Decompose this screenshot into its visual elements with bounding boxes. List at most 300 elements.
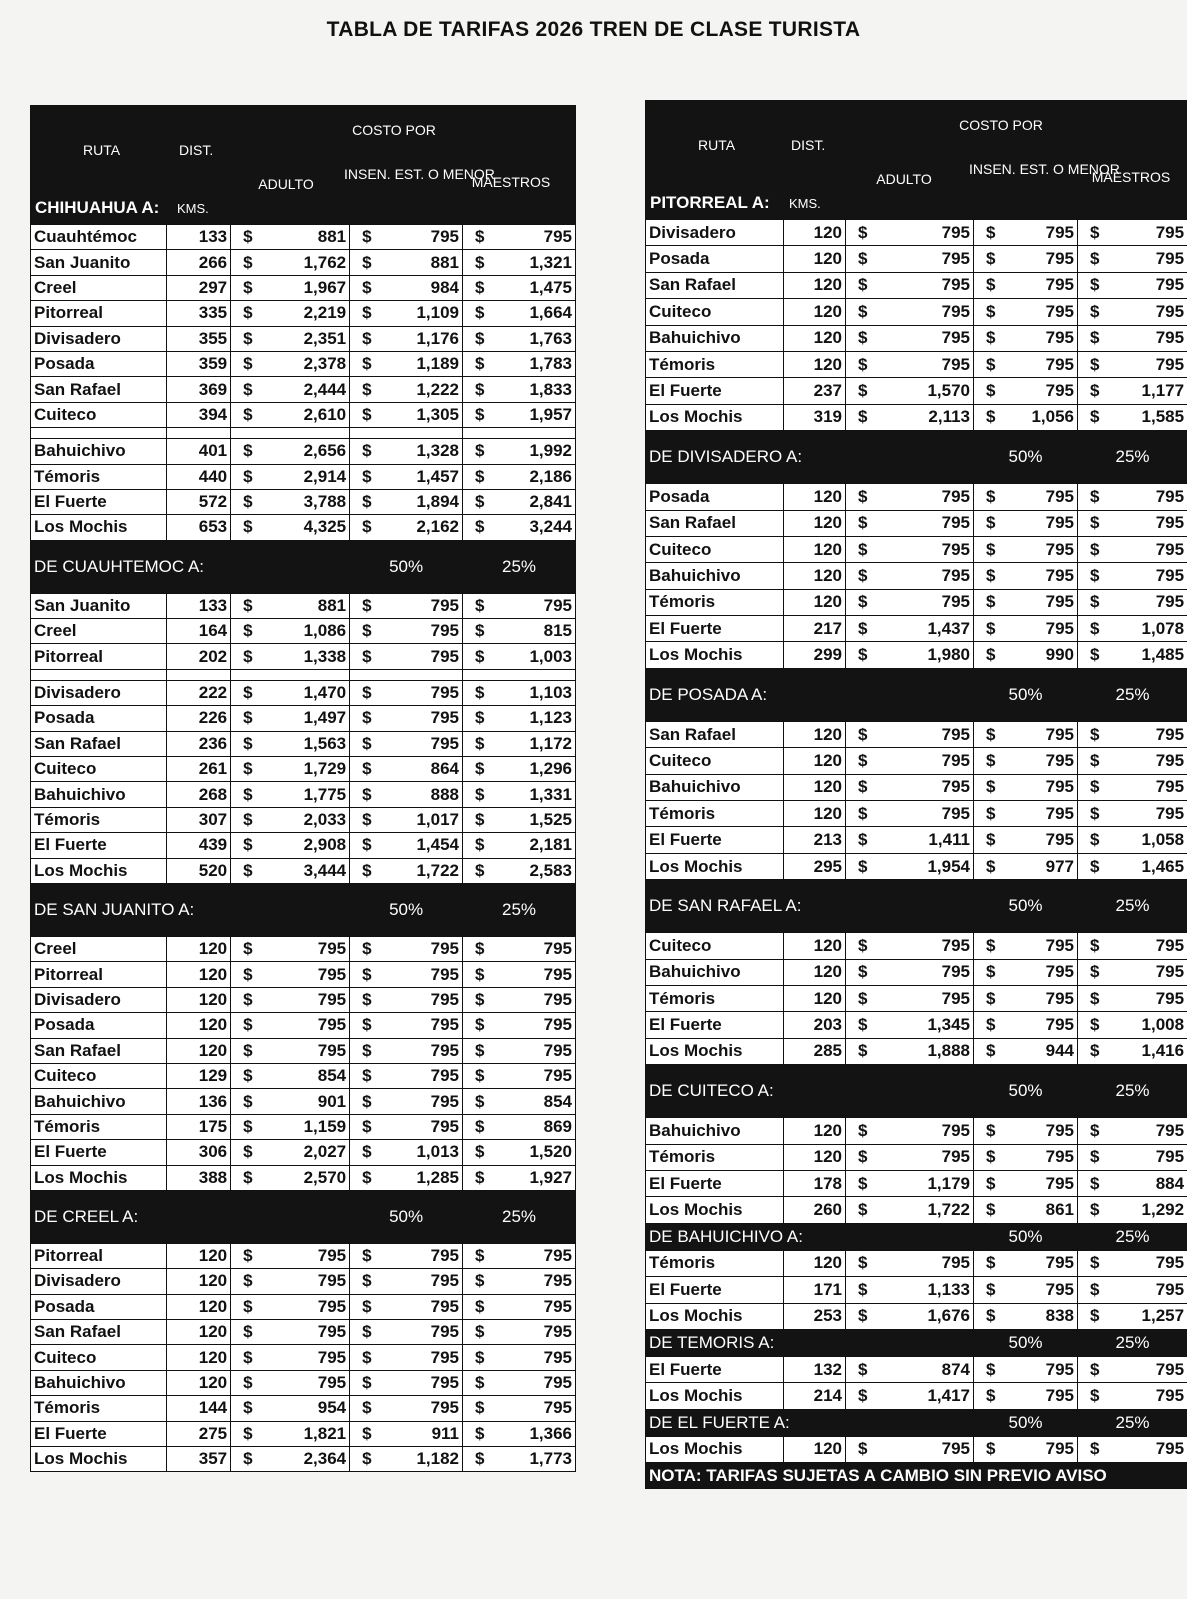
insen-fare — [350, 464, 463, 489]
adult-fare-value: 795 — [941, 565, 970, 585]
pct-insen: 50% — [974, 1329, 1078, 1356]
distance-km: 266 — [167, 250, 231, 275]
adult-fare-value: 795 — [317, 939, 347, 959]
destination: Bahuichivo — [31, 1370, 167, 1395]
insen-fare-value: 795 — [430, 227, 460, 247]
maestros-fare-value: 1,475 — [529, 277, 572, 297]
currency-symbol: $ — [475, 1246, 485, 1266]
adult-fare — [846, 1277, 974, 1303]
currency-symbol: $ — [858, 1200, 868, 1220]
maestros-fare — [463, 275, 576, 300]
currency-symbol: $ — [858, 249, 868, 269]
currency-symbol: $ — [986, 1385, 996, 1405]
currency-symbol: $ — [858, 1147, 868, 1167]
distance-km: 222 — [167, 680, 231, 705]
maestros-fare-value: 1,292 — [1141, 1200, 1185, 1220]
adult-fare — [231, 936, 350, 961]
table-row — [31, 858, 576, 883]
adult-fare-value: 2,033 — [303, 810, 347, 829]
insen-fare-value: 795 — [1045, 803, 1074, 823]
insen-fare-value: 795 — [1045, 1253, 1074, 1273]
insen-header: INSEN. EST. O MENOR — [969, 161, 1120, 177]
adult-fare-value: 1,980 — [927, 645, 970, 665]
destination: El Fuerte — [31, 1421, 167, 1446]
insen-fare-value: 977 — [1045, 856, 1074, 876]
note-row — [646, 1463, 1187, 1489]
pct-insen: 50% — [974, 1223, 1078, 1250]
table-row — [31, 1089, 576, 1114]
adult-fare-value: 4,325 — [303, 517, 347, 537]
destination: Los Mochis — [31, 515, 167, 540]
currency-symbol: $ — [858, 935, 868, 955]
insen-fare-value: 990 — [1045, 645, 1074, 665]
table-header — [31, 106, 576, 225]
currency-symbol: $ — [362, 1091, 372, 1111]
currency-symbol: $ — [858, 988, 868, 1008]
destination: Bahuichivo — [31, 1089, 167, 1114]
insen-fare — [350, 1038, 463, 1063]
adult-fare-value: 795 — [941, 962, 970, 982]
currency-symbol: $ — [362, 939, 372, 959]
insen-fare — [974, 272, 1078, 298]
table-row — [31, 1294, 576, 1319]
insen-fare — [350, 1063, 463, 1088]
maestros-fare — [463, 1294, 576, 1319]
table-row — [31, 987, 576, 1012]
insen-fare — [974, 1250, 1078, 1276]
maestros-fare-value: 795 — [1155, 275, 1185, 295]
currency-symbol: $ — [1090, 301, 1100, 321]
currency-symbol: $ — [362, 1015, 372, 1035]
table-row — [31, 1447, 576, 1472]
currency-symbol: $ — [1090, 830, 1100, 850]
adult-fare — [231, 1320, 350, 1345]
fare-table-left — [30, 105, 576, 1472]
adult-fare-value: 795 — [941, 328, 970, 348]
maestros-fare — [463, 1114, 576, 1139]
insen-fare — [350, 515, 463, 540]
destination: Creel — [31, 619, 167, 644]
distance-km: 120 — [784, 985, 846, 1011]
adult-fare-value: 2,444 — [303, 379, 347, 399]
currency-symbol: $ — [475, 1142, 485, 1162]
adult-fare-value: 1,417 — [927, 1385, 970, 1405]
currency-symbol: $ — [986, 750, 996, 770]
distance-km: 120 — [784, 774, 846, 800]
insen-fare-value: 795 — [1045, 988, 1074, 1008]
maestros-fare-value: 1,416 — [1141, 1041, 1185, 1061]
maestros-fare — [463, 1089, 576, 1114]
currency-symbol: $ — [986, 1147, 996, 1167]
page-title: TABLA DE TARIFAS 2026 TREN DE CLASE TURISTA — [326, 18, 861, 41]
maestros-fare — [463, 515, 576, 540]
gap-cell — [463, 428, 576, 439]
insen-fare — [350, 489, 463, 514]
maestros-fare — [463, 680, 576, 705]
table-row — [31, 225, 576, 250]
maestros-fare-value: 1,927 — [529, 1167, 572, 1187]
adult-fare — [846, 1144, 974, 1170]
currency-symbol: $ — [362, 1296, 372, 1316]
ruta-header: RUTA — [83, 142, 121, 158]
table-row — [646, 853, 1187, 879]
pct-maestros: 25% — [1078, 1329, 1187, 1356]
maestros-fare — [463, 1421, 576, 1446]
currency-symbol: $ — [362, 1142, 372, 1162]
adult-fare-value: 2,219 — [303, 303, 347, 323]
currency-symbol: $ — [858, 592, 868, 612]
section-header-row — [646, 431, 1187, 484]
insen-fare-value: 795 — [430, 646, 460, 666]
adult-fare-value: 795 — [317, 1040, 347, 1060]
adult-fare-value: 1,563 — [303, 733, 347, 753]
currency-symbol: $ — [243, 784, 253, 804]
distance-km: 120 — [167, 1345, 231, 1370]
distance-km: 171 — [784, 1277, 846, 1303]
adult-fare-value: 2,570 — [303, 1167, 347, 1187]
currency-symbol: $ — [858, 777, 868, 797]
maestros-fare-value: 2,186 — [529, 466, 572, 486]
destination: Bahuichivo — [31, 439, 167, 464]
section-header-row — [31, 1190, 576, 1243]
insen-fare — [350, 250, 463, 275]
insen-fare — [974, 220, 1078, 246]
destination: Los Mochis — [31, 1447, 167, 1472]
insen-fare-value: 795 — [430, 1347, 460, 1367]
maestros-fare — [463, 1243, 576, 1268]
adult-fare-value: 2,378 — [303, 354, 347, 374]
insen-fare-value: 795 — [1045, 1439, 1074, 1459]
currency-symbol: $ — [986, 645, 996, 665]
maestros-fare-value: 795 — [1155, 1279, 1185, 1299]
insen-fare-value: 795 — [430, 1015, 460, 1035]
insen-fare — [350, 833, 463, 858]
insen-fare-value: 984 — [430, 277, 460, 297]
insen-fare — [974, 985, 1078, 1011]
currency-symbol: $ — [986, 275, 996, 295]
adult-fare — [846, 1170, 974, 1196]
destination: Divisadero — [31, 1269, 167, 1294]
disclaimer-note: NOTA: TARIFAS SUJETAS A CAMBIO SIN PREVIO AVISO — [646, 1463, 1187, 1489]
insen-fare — [350, 1269, 463, 1294]
table-row — [646, 1170, 1187, 1196]
adult-fare — [846, 1197, 974, 1223]
insen-fare-value: 795 — [1045, 222, 1074, 242]
adult-fare-value: 795 — [941, 275, 970, 295]
maestros-fare-value: 1,058 — [1141, 830, 1185, 850]
insen-fare — [974, 1383, 1078, 1409]
currency-symbol: $ — [362, 1271, 372, 1291]
currency-symbol: $ — [362, 1347, 372, 1367]
destination: El Fuerte — [31, 1140, 167, 1165]
adult-fare-value: 1,179 — [927, 1173, 970, 1193]
pct-insen: 50% — [974, 1409, 1078, 1436]
currency-symbol: $ — [243, 621, 253, 641]
currency-symbol: $ — [475, 466, 485, 486]
adult-fare-value: 795 — [941, 803, 970, 823]
insen-fare — [974, 563, 1078, 589]
distance-km: 120 — [784, 1250, 846, 1276]
table-row — [31, 301, 576, 326]
adult-fare-value: 795 — [941, 539, 970, 559]
currency-symbol: $ — [1090, 1306, 1100, 1326]
insen-fare — [350, 377, 463, 402]
pct-insen: 50% — [350, 1190, 463, 1243]
insen-fare-value: 795 — [430, 1296, 460, 1316]
section-origin: DE BAHUICHIVO A: — [646, 1223, 974, 1250]
insen-fare — [974, 1197, 1078, 1223]
currency-symbol: $ — [475, 1271, 485, 1291]
insen-fare-value: 1,222 — [416, 379, 460, 399]
currency-symbol: $ — [243, 1040, 253, 1060]
section-header-row — [646, 1409, 1187, 1436]
adult-fare — [846, 1356, 974, 1382]
currency-symbol: $ — [858, 275, 868, 295]
currency-symbol: $ — [1090, 1120, 1100, 1140]
currency-symbol: $ — [362, 784, 372, 804]
adult-fare — [231, 706, 350, 731]
distance-km: 120 — [784, 748, 846, 774]
table-row — [31, 351, 576, 376]
maestros-fare — [463, 1013, 576, 1038]
distance-km: 164 — [167, 619, 231, 644]
adult-fare — [846, 220, 974, 246]
currency-symbol: $ — [475, 595, 485, 615]
maestros-fare-value: 1,177 — [1141, 381, 1185, 401]
insen-fare — [350, 1447, 463, 1472]
gap-cell — [231, 428, 350, 439]
adult-fare — [231, 1038, 350, 1063]
table-row — [646, 1012, 1187, 1038]
insen-fare — [350, 644, 463, 669]
insen-fare-value: 795 — [1045, 565, 1074, 585]
insen-fare — [350, 987, 463, 1012]
currency-symbol: $ — [475, 517, 485, 537]
table-row — [31, 1114, 576, 1139]
destination: San Juanito — [31, 593, 167, 618]
pct-maestros: 25% — [1078, 880, 1187, 933]
maestros-fare — [463, 833, 576, 858]
insen-fare — [350, 351, 463, 376]
distance-km: 202 — [167, 644, 231, 669]
destination: El Fuerte — [646, 616, 784, 642]
currency-symbol: $ — [362, 1066, 372, 1086]
currency-symbol: $ — [858, 222, 868, 242]
distance-km: 203 — [784, 1012, 846, 1038]
adult-fare-value: 2,351 — [303, 328, 347, 348]
adult-fare — [231, 593, 350, 618]
destination: Pitorreal — [31, 1243, 167, 1268]
table-row — [31, 936, 576, 961]
insen-fare-value: 795 — [430, 1398, 460, 1418]
row-gap — [31, 669, 576, 680]
insen-fare — [350, 301, 463, 326]
table-row — [31, 962, 576, 987]
distance-km: 178 — [784, 1170, 846, 1196]
destination: El Fuerte — [646, 378, 784, 404]
insen-fare — [974, 299, 1078, 325]
currency-symbol: $ — [1090, 1147, 1100, 1167]
currency-symbol: $ — [243, 1116, 253, 1136]
insen-fare-value: 795 — [430, 733, 460, 753]
insen-fare — [974, 774, 1078, 800]
distance-km: 120 — [784, 1436, 846, 1462]
distance-km: 236 — [167, 731, 231, 756]
currency-symbol: $ — [243, 835, 253, 855]
adult-fare-value: 3,444 — [303, 860, 347, 880]
adult-fare-value: 795 — [941, 354, 970, 374]
adulto-header: ADULTO — [258, 176, 314, 192]
insen-fare-value: 1,328 — [416, 441, 460, 461]
maestros-fare — [463, 225, 576, 250]
distance-km: 120 — [784, 1118, 846, 1144]
adult-fare-value: 2,656 — [303, 441, 347, 461]
adult-fare — [231, 351, 350, 376]
maestros-fare-value: 3,244 — [529, 517, 572, 537]
destination: Témoris — [646, 801, 784, 827]
maestros-fare — [1078, 220, 1187, 246]
distance-km: 306 — [167, 1140, 231, 1165]
maestros-fare-value: 795 — [1155, 724, 1185, 744]
insen-fare — [350, 1421, 463, 1446]
adult-fare — [846, 1118, 974, 1144]
currency-symbol: $ — [362, 835, 372, 855]
currency-symbol: $ — [243, 810, 253, 829]
table-row — [31, 619, 576, 644]
insen-fare-value: 795 — [1045, 724, 1074, 744]
adult-fare — [231, 731, 350, 756]
insen-fare — [350, 439, 463, 464]
currency-symbol: $ — [362, 1449, 372, 1469]
destination: El Fuerte — [646, 1356, 784, 1382]
currency-symbol: $ — [858, 1253, 868, 1273]
distance-km: 253 — [784, 1303, 846, 1329]
adult-fare — [231, 987, 350, 1012]
insen-fare — [974, 351, 1078, 377]
distance-km: 136 — [167, 1089, 231, 1114]
currency-symbol: $ — [1090, 1041, 1100, 1061]
destination: Creel — [31, 275, 167, 300]
maestros-fare-value: 795 — [543, 964, 572, 984]
table-row — [31, 439, 576, 464]
maestros-fare — [1078, 1012, 1187, 1038]
destination: Cuiteco — [31, 757, 167, 782]
section-header-row — [646, 1329, 1187, 1356]
currency-symbol: $ — [243, 303, 253, 323]
distance-km: 120 — [784, 563, 846, 589]
maestros-fare — [463, 1038, 576, 1063]
distance-km: 175 — [167, 1114, 231, 1139]
table-row — [31, 833, 576, 858]
table-row — [646, 616, 1187, 642]
table-row — [31, 706, 576, 731]
currency-symbol: $ — [243, 1398, 253, 1418]
insen-fare-value: 795 — [1045, 275, 1074, 295]
distance-km: 120 — [784, 933, 846, 959]
adult-fare — [846, 351, 974, 377]
maestros-fare — [463, 1370, 576, 1395]
adult-fare — [231, 1370, 350, 1395]
maestros-fare — [1078, 933, 1187, 959]
insen-fare — [350, 807, 463, 832]
distance-km: 120 — [167, 987, 231, 1012]
insen-fare — [974, 536, 1078, 562]
destination: Bahuichivo — [646, 1118, 784, 1144]
currency-symbol: $ — [362, 759, 372, 779]
distance-km: 120 — [167, 936, 231, 961]
insen-fare-value: 795 — [1045, 381, 1074, 401]
maestros-fare-value: 795 — [543, 1322, 572, 1342]
currency-symbol: $ — [243, 466, 253, 486]
distance-km: 120 — [784, 299, 846, 325]
insen-fare — [350, 1370, 463, 1395]
table-header — [646, 101, 1187, 220]
currency-symbol: $ — [243, 354, 253, 374]
currency-symbol: $ — [1090, 565, 1100, 585]
section-header-row — [31, 883, 576, 936]
maestros-fare — [1078, 1436, 1187, 1462]
currency-symbol: $ — [986, 407, 996, 427]
insen-fare-value: 1,305 — [416, 404, 460, 424]
currency-symbol: $ — [475, 252, 485, 272]
insen-fare-value: 795 — [430, 1322, 460, 1342]
insen-fare — [974, 1118, 1078, 1144]
destination: Cuiteco — [646, 748, 784, 774]
adult-fare — [846, 827, 974, 853]
distance-km: 299 — [784, 642, 846, 668]
currency-symbol: $ — [986, 724, 996, 744]
destination: Témoris — [646, 1144, 784, 1170]
currency-symbol: $ — [858, 1306, 868, 1326]
table-row — [646, 510, 1187, 536]
destination: Cuiteco — [646, 933, 784, 959]
insen-fare-value: 795 — [1045, 935, 1074, 955]
currency-symbol: $ — [986, 1015, 996, 1035]
destination: Bahuichivo — [646, 563, 784, 589]
maestros-fare-value: 795 — [1155, 249, 1185, 269]
table-row — [31, 515, 576, 540]
currency-symbol: $ — [475, 1040, 485, 1060]
distance-km: 439 — [167, 833, 231, 858]
maestros-fare-value: 795 — [543, 1296, 572, 1316]
insen-fare — [974, 484, 1078, 510]
destination: Los Mochis — [31, 858, 167, 883]
maestros-fare — [1078, 827, 1187, 853]
maestros-fare — [1078, 299, 1187, 325]
maestros-fare-value: 795 — [1155, 1147, 1185, 1167]
adult-fare — [846, 246, 974, 272]
table-row — [646, 1144, 1187, 1170]
maestros-fare — [1078, 404, 1187, 430]
maestros-fare-value: 795 — [1155, 565, 1185, 585]
destination: San Rafael — [31, 377, 167, 402]
adult-fare — [231, 402, 350, 427]
adult-fare-value: 3,788 — [303, 492, 347, 512]
insen-fare — [974, 1277, 1078, 1303]
insen-fare — [350, 1165, 463, 1190]
maestros-fare-value: 795 — [543, 1040, 572, 1060]
currency-symbol: $ — [1090, 988, 1100, 1008]
currency-symbol: $ — [243, 277, 253, 297]
currency-symbol: $ — [986, 1120, 996, 1140]
row-gap — [31, 428, 576, 439]
maestros-fare-value: 1,833 — [529, 379, 572, 399]
destination: Témoris — [31, 1114, 167, 1139]
insen-fare-value: 2,162 — [416, 517, 460, 537]
insen-fare-value: 1,176 — [416, 328, 460, 348]
maestros-fare — [1078, 985, 1187, 1011]
currency-symbol: $ — [475, 1373, 485, 1393]
